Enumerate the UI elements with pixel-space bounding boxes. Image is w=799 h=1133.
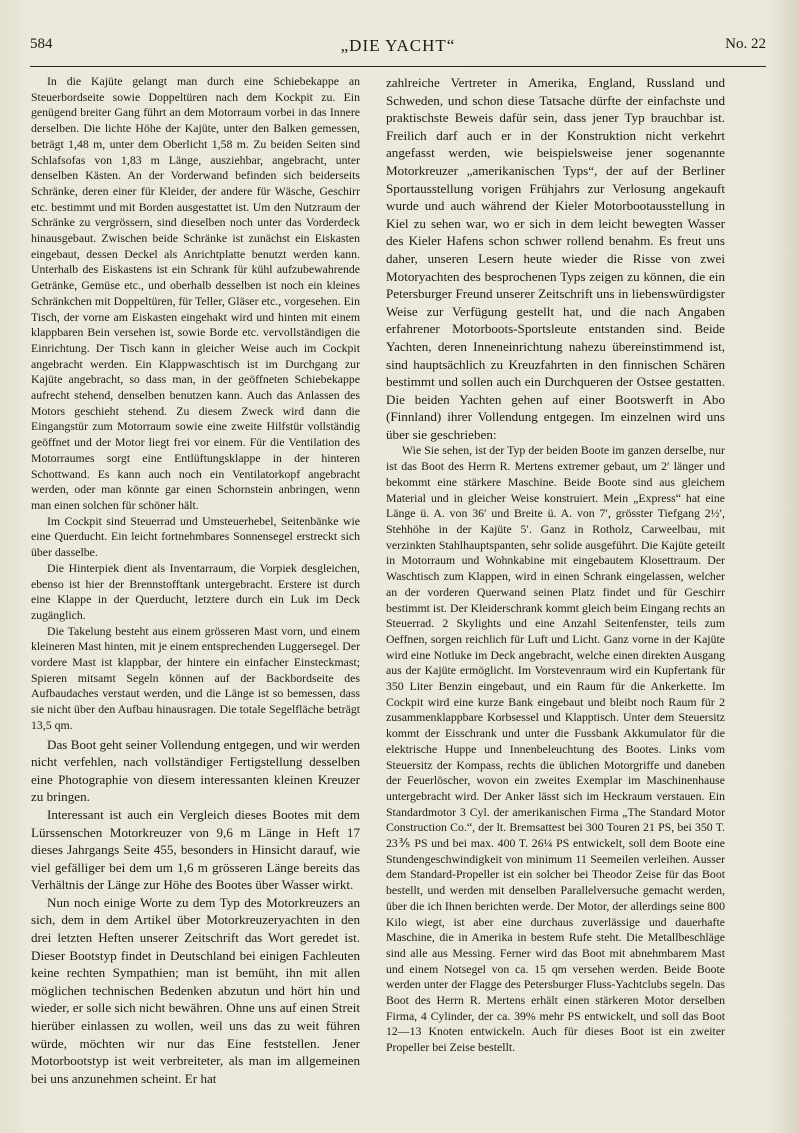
- issue-number: No. 22: [725, 36, 766, 52]
- header-rule: [30, 66, 766, 67]
- paragraph-cockpit: Im Cockpit sind Steuerrad und Umsteuerhebel, Seitenbänke wie eine Querducht. Ein leicht fortnehmbares Sonnensegel erstreckt sich über dasselbe.: [31, 513, 360, 560]
- paragraph-continuation: zahlreiche Vertreter in Amerika, England, Russland und Schweden, und schon diese Tatsache dürfte der einfachste und praktischste Beweis dafür sein, dass jener Typ brauchbar ist. Freilich darf auch er in der Konstruktion nicht verkehrt angefasst werden, wie beispielsweise jener sogenannte Motorkreuzer „amerikanischen Typs“, der auf der Berliner Sportausstellung vorigen Frühjahrs zur Verlosung angekauft wurde und auch während der Kieler Motorbootausstellung in Kiel zu sehen war, wo er sich in dem leicht bewegten Wasser des Kieler Hafens schon schwer rollend benahm. Es freut uns daher, unseren Lesern heute wieder die Risse von zwei Motoryachten des besprochenen Typs zeigen zu können, die ein Petersburger Freund unserer Zeitschrift uns in liebenswürdigster Weise zur Verfügung gestellt hat, und die nach Angaben erfahrener Motorboots-Sportsleute entstanden sind. Beide Yachten, deren Inneneinrichtung nahezu übereinstimmend ist, sind hauptsächlich zu Kreuzfahrten in den finnischen Schären bestimmt und sollen auch ein Durchqueren der Ostsee gestatten. Die beiden Yachten gehen auf einer Bootswerft in Abo (Finnland) ihrer Vollendung entgegen. Im einzelnen wird uns über sie geschrieben:: [386, 75, 725, 442]
- paragraph-letter-express: Wie Sie sehen, ist der Typ der beiden Boote im ganzen derselbe, nur ist das Boot des Herrn R. Mertens extremer gebaut, um 2′ länger und bekommt eine stärkere Maschine. Beide Boote sind aus gleichem Material und in gleicher Weise konstruiert. Mein „Express“ hat eine Länge ü. A. von 36′ und Breite ü. A. von 7′, grösster Tiefgang 2½′, Stehhöhe in der Kajüte 5′. Ganz in Rotholz, Carweelbau, mit verzinkten Stahlhauptspanten, sehr solide ausgeführt. Die Kajüte geteilt in Motorraum und Wohnkabine mit eingebautem Klosettraum. Der Waschtisch zum Klappen, wird in einen Schrank eingelassen, welcher an der vorderen Querwand seinen Platz findet und für Geschirr bestimmt ist. Der Kleiderschrank kommt gleich beim Eingang rechts an Steuerrad. 2 Skylights und eine Anzahl Seitenfenster, teils zum Oeffnen, sorgen reichlich für Luft und Licht. Ganz vorne in der Kajüte wird eine Notluke im Deck angebracht, welche einen direkten Ausgang aus der Kajüte ermöglicht. Im Vorstevenraum wird ein Kupfertank für 350 Liter Benzin eingebaut, und ein Raum für die Ankerkette. Im Cockpit wird eine kurze Bank eingebaut und bleibt noch Raum für 2 zusammenklappbare Korbsessel und Klapptisch. Unter dem Steuersitz kommt der Eisschrank und unter die Fussbank Akkumulator für die elektrische Huppe und Innenbeleuchtung des Bootes. Links vom Steuersitz der Kompass, rechts die üblichen Motorgriffe und daneben der Feuerlöscher, wovon ein zweites Exemplar im Maschinenhause untergebracht wird. Der Anker lässt sich im Heckraum verstauen. Ein Standardmotor 3 Cyl. der amerikanischen Firma „The Standard Motor Construction Co.“, der lt. Bremsattest bei 300 Touren 21 PS, bei 350 T. 23⅗ PS und bei max. 400 T. 26¼ PS entwickelt, soll dem Boote eine Stundengeschwindigkeit von minimum 11 Seemeilen verleihen. Ausser dem Standard-Propeller ist ein solcher bei Theodor Zeise für das Boot bestellt, und werden mit denselben Parallelversuche gemacht werden, über die ich Ihnen berichten werde. Der Motor, der allerdings seine 800 Kilo wiegt, ist aber eine durchaus zuverlässige und dauerhafte Maschine, die in Amerika in bestem Rufe steht. Die Metallbeschläge sind alle aus Messing. Ferner wird das Boot mit abnehmbarem Mast und einem Notsegel von ca. 15 qm versehen werden. Beide Boote werden unter der Flagge des Petersburger Fluss-Yachtclubs segeln. Das Boot des Herrn R. Mertens erhält einen stärkeren Motor derselben Firma, 4 Cylinder, der ca. 39% mehr PS entwickelt, und soll das Boot 12—13 Knoten entwickeln. Auch für dieses Boot ist ein zweiter Propeller bei Zeise bestellt.: [386, 443, 725, 1055]
- page-number: 584: [30, 36, 53, 52]
- paragraph-comparison: Interessant ist auch ein Vergleich dieses Bootes mit dem Lürssenschen Motorkreuzer von 9,6 m Länge in Heft 17 dieses Jahrgangs Seite 455, besonders in Hinsicht darauf, wie viel gefälliger bei dem um 1,6 m grösseren Länge bereits das Verhältnis der Länge zur Höhe des Bootes über Wasser wirkt.: [31, 806, 360, 893]
- paragraph-completion: Das Boot geht seiner Vollendung entgegen, und wir werden nicht verfehlen, nach vollständiger Fertigstellung desselben eine Photographie von diesem interessanten kleinen Kreuzer zu bringen.: [31, 736, 360, 805]
- left-column: [31, 74, 360, 1104]
- journal-title: „DIE YACHT“: [340, 36, 456, 55]
- paragraph-cabin: In die Kajüte gelangt man durch eine Schiebekappe an Steuerbordseite sowie Doppeltüren nach dem Kockpit zu. Ein genügend breiter Gang führt an dem Motorraum vorbei in das Innere derselben. Die lichte Höhe der Kajüte, unter den Balken gemessen, beträgt 1,48 m, unter dem Oberlicht 1,58 m. Zu beiden Seiten sind Schlafsofas von 1,83 m Länge, ausziehbar, angebracht, unter denselben Kästen. An der Vorderwand befinden sich beiderseits Schränke, deren einer für Kleider, der andere für Wäsche, Geschirr etc. bestimmt und mit Borden ausgestattet ist. Um den Nutzraum der Schränke zu vergrössern, sind dieselben noch unter das Vorderdeck hinausgebaut. Zwischen beide Schränke ist zunächst ein Eiskasten eingebaut, dessen Deckel als Anrichtplatte benutzt werden kann. Unterhalb des Eiskastens ist ein Schrank für kühl aufzubewahrende Getränke, Gemüse etc., und oberhalb desselben ist noch ein kleines Schränkchen mit Doppeltüren, für Teller, Gläser etc., vorgesehen. Ein Tisch, der vorne am Eiskasten eingehakt wird und hinten mit einem klappbaren Bein versehen ist, sowie Borde etc. vervollständigen die Einrichtung. Der Tisch kann in gleicher Weise auch im Cockpit angebracht werden. Ein Klappwaschtisch ist im Durchgang zur Kajüte angebracht, so dass man, in der geöffneten Schiebekappe aufrecht stehend, denselben benutzen kann. Auch das Anlassen des Motors geschieht stehend. Zu diesem Zweck wird dann die Eingangstür zum Motorraum sowie eine zweite Hilfstür vollständig geöffnet und der Motor liegt frei vor einem. Für die Ventilation des Motorraumes sorgt eine Entlüftungsklappe in der hinteren Schottwand. Es kann auch noch ein Ventilatorkopf angebracht werden, oder man könnte gar einen Schornstein anbringen, wenn man einen solchen für schöner hält.: [31, 74, 360, 512]
- paragraph-rigging: Die Takelung besteht aus einem grösseren Mast vorn, und einem kleineren Mast hinten, mit je einem entsprechenden Luggersegel. Der vordere Mast ist klappbar, der hintere ein einfacher Einsteckmast; Spieren mitsamt Segeln können auf der Backbordseite des Aufbaudaches verstaut werden, und die Länge ist so bemessen, dass sie nicht über den Aufbau hinausragen. Die totale Segelfläche beträgt 13,5 qm.: [31, 623, 360, 732]
- paragraph-peaks: Die Hinterpiek dient als Inventarraum, die Vorpiek desgleichen, ebenso ist hier der Brennstofftank untergebracht. Erstere ist durch eine Klappe in der Querducht, letztere durch ein Luk im Deck zugänglich.: [31, 560, 360, 622]
- running-header: [30, 36, 766, 60]
- paragraph-motor-cruiser-type: Nun noch einige Worte zu dem Typ des Motorkreuzers an sich, dem in dem Artikel über Motorkreuzeryachten in den drei letzten Heften unserer Zeitschrift das Wort geredet ist. Dieser Bootstyp findet in Deutschland bei einigen Fachleuten keine rechten Sympathien; man ist bemüht, ihn mit allen möglichen technischen Bedenken abzutun und hört hin und wieder, er solle sich nicht bewähren. Ohne uns auf einen Streit hierüber einlassen zu wollen, weil uns das zu weit führen würde, möchten wir nur das Eine feststellen. Jener Motorbootstyp ist weit verbreiteter, als man im allgemeinen bei uns anzunehmen scheint. Er hat: [31, 894, 360, 1086]
- right-column: [386, 74, 725, 1104]
